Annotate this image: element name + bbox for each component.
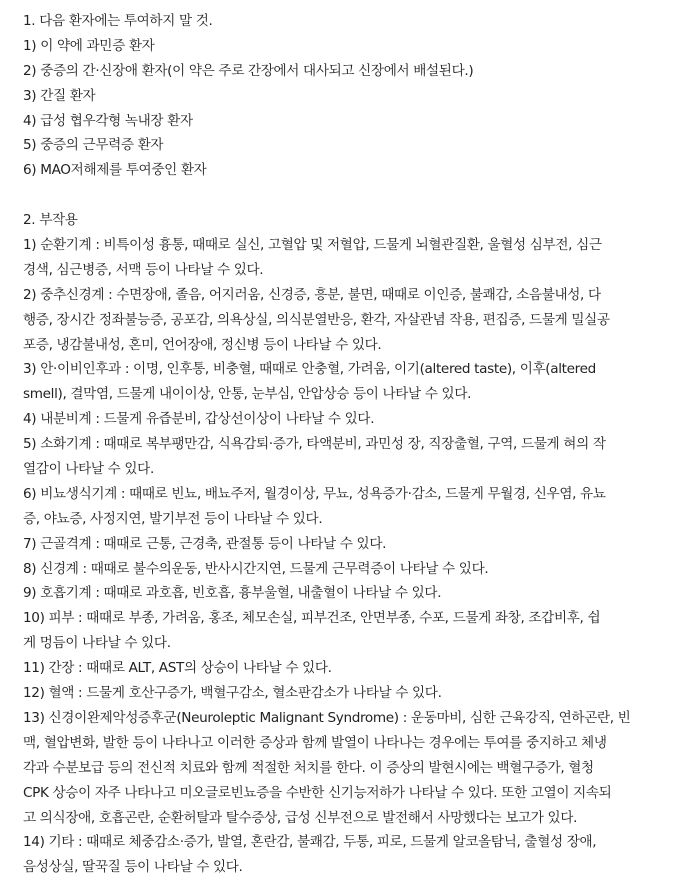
side-effect-line: CPK 상승이 자주 나타나고 미오글로빈뇨증을 수반한 신기능저하가 나타날 수 있다. 또한 고열이 지속되 [23, 784, 612, 801]
side-effect-line: 13) 신경이완제악성증후군(Neuroleptic Malignant Syndrome) : 운동마비, 심한 근육강직, 연하곤란, 빈 [23, 709, 631, 726]
contraindication-item: 3) 간질 환자 [23, 87, 96, 104]
contraindications-heading: 1. 다음 환자에는 투여하지 말 것. [23, 13, 213, 29]
side-effect-line: 각과 수분보급 등의 전신적 치료와 함께 적절한 처치를 한다. 이 증상의 발현시에는 백혈구증가, 혈청 [23, 759, 594, 776]
side-effect-line: 9) 호흡기계 : 때때로 과호흡, 빈호흡, 흉부울혈, 내출혈이 나타날 수 있다. [23, 585, 442, 602]
side-effect-line: 음성상실, 딸꾹질 등이 나타날 수 있다. [23, 859, 243, 876]
side-effect-line: 11) 간장 : 때때로 ALT, AST의 상승이 나타날 수 있다. [23, 660, 332, 677]
side-effect-line: 2) 중추신경계 : 수면장애, 졸음, 어지러움, 신경증, 흥분, 불면, 때때로 이인증, 불쾌감, 소음불내성, 다 [23, 286, 601, 303]
contraindication-item: 4) 급성 협우각형 녹내장 환자 [23, 112, 193, 129]
side-effect-line: 맥, 혈압변화, 발한 등이 나타나고 이러한 증상과 함께 발열이 나타나는 경우에는 투여를 중지하고 체냉 [23, 734, 607, 751]
side-effect-line: 14) 기타 : 때때로 체중감소·증가, 발열, 혼란감, 불쾌감, 두통, 피로, 드물게 알코올탐닉, 출혈성 장애, [23, 834, 597, 851]
side-effect-line: 고 의식장애, 호흡곤란, 순환허탈과 탈수증상, 급성 신부전으로 발전해서 사망했다는 보고가 있다. [23, 809, 578, 826]
side-effect-line: 행증, 장시간 정좌불능증, 공포감, 의욕상실, 의식분열반응, 환각, 자살관념 작용, 편집증, 드물게 밀실공 [23, 311, 610, 328]
side-effect-line: 게 멍듬이 나타날 수 있다. [23, 635, 171, 652]
side-effect-line: 포증, 냉감불내성, 혼미, 언어장애, 정신병 등이 나타날 수 있다. [23, 336, 382, 353]
side-effect-line: 4) 내분비계 : 드물게 유즙분비, 갑상선이상이 나타날 수 있다. [23, 411, 375, 428]
side-effect-line: 증, 야뇨증, 사정지연, 발기부전 등이 나타날 수 있다. [23, 510, 323, 527]
contraindication-item: 1) 이 약에 과민증 환자 [23, 37, 155, 54]
side-effect-line: 12) 혈액 : 드물게 호산구증가, 백혈구감소, 혈소판감소가 나타날 수 있다. [23, 685, 442, 702]
section-spacer [23, 183, 676, 208]
contraindication-item: 5) 중증의 근무력증 환자 [23, 137, 164, 154]
side-effect-line: 6) 비뇨생식기계 : 때때로 빈뇨, 배뇨주저, 월경이상, 무뇨, 성욕증가·감소, 드물게 무월경, 신우염, 유뇨 [23, 485, 606, 502]
contraindication-item: 2) 중증의 간·신장애 환자(이 약은 주로 간장에서 대사되고 신장에서 배설된다.) [23, 62, 474, 79]
side-effects-heading: 2. 부작용 [23, 212, 78, 229]
side-effect-line: 3) 안·이비인후과 : 이명, 인후통, 비충혈, 때때로 안충혈, 가려움, 이기(altered taste), 이후(altered [23, 361, 596, 378]
side-effect-line: 경색, 심근병증, 서맥 등이 나타날 수 있다. [23, 261, 264, 278]
side-effect-line: 1) 순환기계 : 비특이성 흉통, 때때로 실신, 고혈압 및 저혈압, 드물게 뇌혈관질환, 울혈성 심부전, 심근 [23, 237, 602, 254]
side-effect-line: 열감이 나타날 수 있다. [23, 461, 154, 478]
side-effect-line: 10) 피부 : 때때로 부종, 가려움, 홍조, 체모손실, 피부건조, 안면부종, 수포, 드물게 좌창, 조갑비후, 쉽 [23, 610, 601, 627]
contraindication-item: 6) MAO저해제를 투여중인 환자 [23, 162, 207, 179]
side-effect-line: 7) 근골격계 : 때때로 근통, 근경축, 관절통 등이 나타날 수 있다. [23, 535, 387, 552]
side-effect-line: 8) 신경계 : 때때로 불수의운동, 반사시간지연, 드물게 근무력증이 나타날 수 있다. [23, 560, 489, 577]
side-effect-line: 5) 소화기계 : 때때로 복부팽만감, 식욕감퇴·증가, 타액분비, 과민성 장, 직장출혈, 구역, 드물게 혀의 작 [23, 436, 606, 453]
side-effect-line: smell), 결막염, 드물게 내이이상, 안통, 눈부심, 안압상승 등이 나타날 수 있다. [23, 386, 472, 403]
